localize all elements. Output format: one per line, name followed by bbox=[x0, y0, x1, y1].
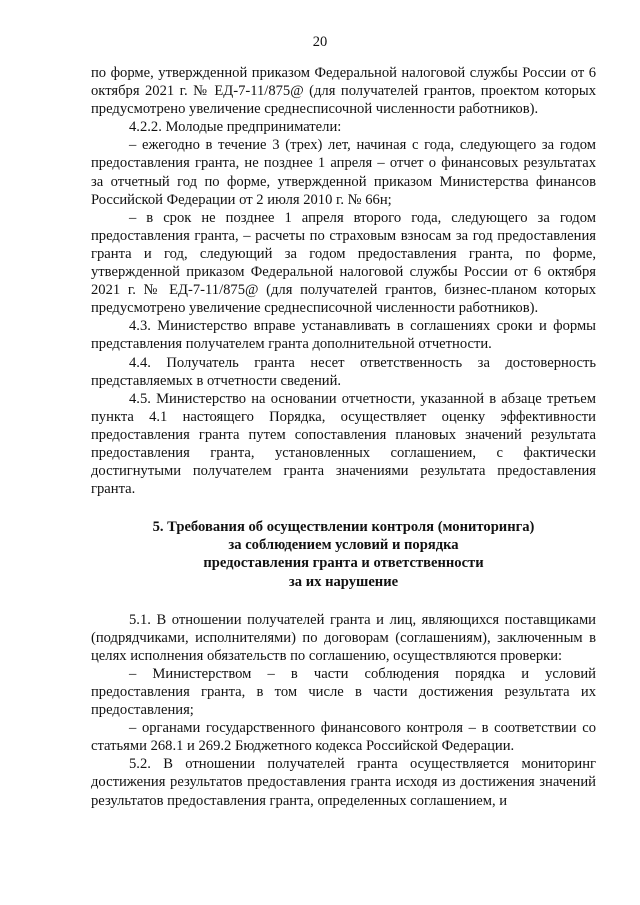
paragraph: по форме, утвержденной приказом Федеральной налоговой службы России от 6 октября 2021 г. № ЕД-7-11/875@ (для получателей грантов, проектом которых предусмотрено увеличение среднесписочной численности работников). bbox=[91, 65, 596, 118]
paragraph: 4.5. Министерство на основании отчетности, указанной в абзаце третьем пункта 4.1 настоящего Порядка, осуществляет оценку эффективности предоставления гранта путем сопоставления плановых значений результата предоставления гранта, установленных соглашением, с фактически достигнутыми получателем гранта значениями результата предоставления гранта. bbox=[91, 390, 596, 498]
paragraph: 4.4. Получатель гранта несет ответственность за достоверность представляемых в отчетности сведений. bbox=[91, 354, 596, 389]
paragraph: – органами государственного финансового контроля – в соответствии со статьями 268.1 и 269.2 Бюджетного кодекса Российской Федерации. bbox=[91, 720, 596, 755]
paragraph: – Министерством – в части соблюдения порядка и условий предоставления гранта, в том числе в части достижения результата их предоставления; bbox=[91, 665, 596, 719]
paragraph: 5.1. В отношении получателей гранта и лиц, являющихся поставщиками (подрядчиками, исполнителями) по договорам (соглашениям), заключенным в целях исполнения обязательств по соглашению, осуществляются проверки: bbox=[91, 611, 596, 664]
paragraph: 5.2. В отношении получателей гранта осуществляется мониторинг достижения результатов предоставления гранта исходя из достижения значений результатов предоставления гранта, определенных соглашением, и bbox=[91, 756, 596, 809]
paragraph: 4.2.2. Молодые предприниматели: bbox=[129, 119, 342, 136]
heading-line: за соблюдением условий и порядка bbox=[228, 537, 459, 554]
paragraph: – ежегодно в течение 3 (трех) лет, начиная с года, следующего за годом предоставления гранта, не позднее 1 апреля – отчет о финансовых результатах за отчетный год по форме, утвержденной приказом Министерства финансов Российской Федерации от 2 июля 2010 г. № 66н; bbox=[91, 137, 596, 208]
heading-line: предоставления гранта и ответственности bbox=[203, 555, 484, 572]
paragraph: – в срок не позднее 1 апреля второго года, следующего за годом предоставления гранта, – расчеты по страховым взносам за год предоставления гранта и год, следующий за годом предоставления гранта, по форме, утвержденной приказом Федеральной налоговой службы России от 6 октября 2021 г. № ЕД-7-11/875@ (для получателей грантов, бизнес-планом которых предусмотрено увеличение среднесписочной численности работников). bbox=[91, 209, 596, 317]
heading-line: за их нарушение bbox=[288, 573, 399, 590]
paragraph: 4.3. Министерство вправе устанавливать в соглашениях сроки и формы представления получателем гранта дополнительной отчетности. bbox=[91, 318, 596, 353]
page-number: 20 bbox=[312, 34, 328, 50]
paragraphs-after bbox=[91, 611, 596, 810]
page-content bbox=[91, 64, 596, 810]
section-heading bbox=[91, 518, 596, 590]
paragraphs-before bbox=[91, 64, 596, 498]
heading-line: 5. Требования об осуществлении контроля (мониторинга) bbox=[152, 519, 535, 536]
